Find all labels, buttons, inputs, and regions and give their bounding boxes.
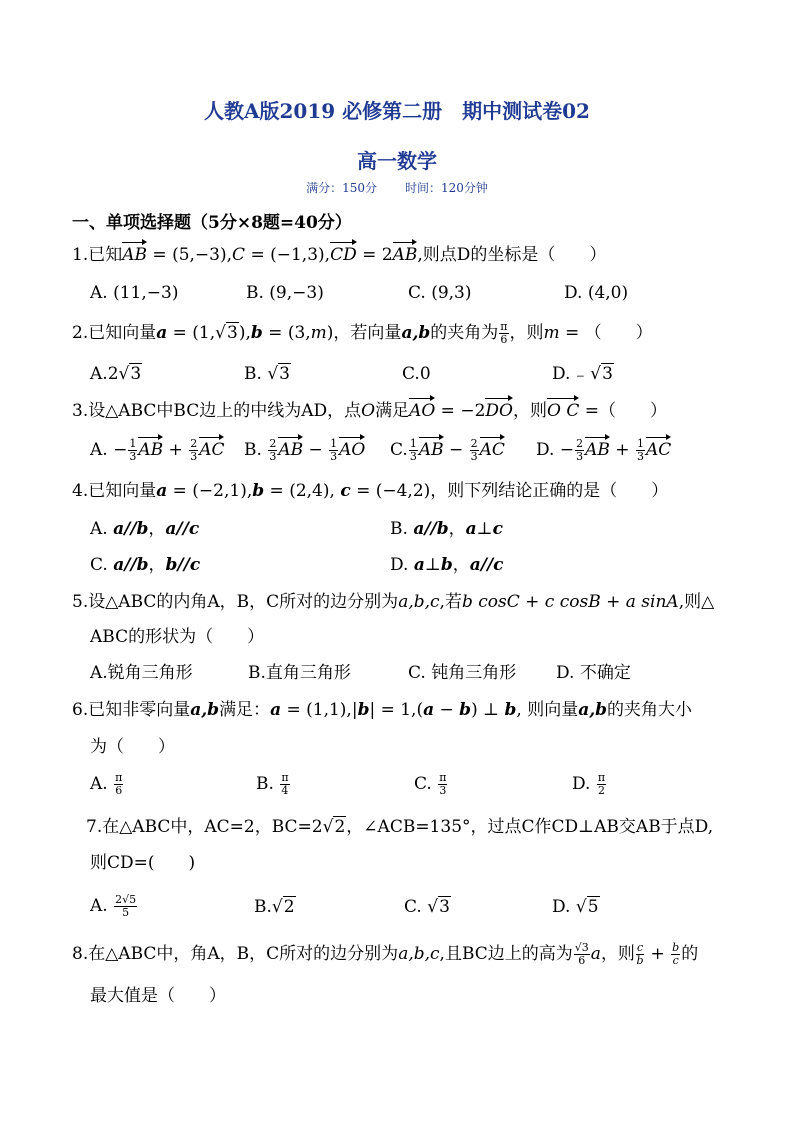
page-subtitle: 高一数学 <box>357 149 437 173</box>
exam-time: 时间：120分钟 <box>405 181 488 195</box>
question-number: 1. <box>72 245 89 265</box>
q7-option-c: C. √3 <box>404 897 450 917</box>
question-number: 7. <box>86 817 103 837</box>
q6-option-a: A. $\frac{\pi}{6}$ <box>90 771 123 797</box>
q1-text: 已知 <box>88 245 123 265</box>
question-3: 3.设△ABC中BC边上的中线为AD，点O满足AO = −2DO，则O C =（ ） <box>72 401 667 421</box>
q2-text: 已知向量 <box>88 323 157 343</box>
q4-option-c: C. a//b，b//c <box>90 555 201 575</box>
q2-option-b: B. √3 <box>244 364 290 384</box>
q1-text: = 2 <box>362 245 393 265</box>
q3-option-c: C. $\frac{1}{3}$ AB − $\frac{2}{3}$ AC <box>390 437 505 463</box>
q2-option-c: C.0 <box>402 364 431 384</box>
q3-option-d: D. − $\frac{2}{3}$ AB + $\frac{1}{3}$ AC <box>536 437 672 463</box>
question-8: 8.在△ABC中，角A，B，C所对的边分别为a,b,c,且BC边上的高为 $\frac{√3}{6}$ a，则 $\frac{c}{b}$ + $\frac{b}{c}$ 的 <box>72 941 699 967</box>
q6-option-d: D. $\frac{\pi}{2}$ <box>572 771 606 797</box>
question-number: 4. <box>72 481 89 501</box>
question-number: 8. <box>72 944 89 964</box>
question-number: 6. <box>72 700 89 720</box>
question-5: 5.设△ABC的内角A，B，C所对的边分别为a,b,c,若b cosC + c cosB + a sinA,则△ <box>72 592 715 612</box>
section-heading: 一、单项选择题（5分×8题=40分） <box>72 213 352 233</box>
q5-option-b: B.直角三角形 <box>248 663 351 683</box>
q5-option-d: D. 不确定 <box>556 663 631 683</box>
question-1 <box>72 244 606 266</box>
q1-option-a: A. (11,−3) <box>90 283 179 303</box>
question-7-cont: 则CD=( ) <box>90 853 196 873</box>
q1-option-b: B. (9,−3) <box>246 283 324 303</box>
q7-option-b: B.√2 <box>254 897 295 917</box>
q5-option-a: A.锐角三角形 <box>90 663 193 683</box>
q4-option-b: B. a//b，a⊥c <box>390 519 504 539</box>
question-6-cont: 为（ ） <box>90 737 175 757</box>
q4-option-a: A. a//b，a//c <box>90 519 200 539</box>
q1-option-c: C. (9,3) <box>408 283 472 303</box>
q1-text: ,则点D的坐标是（ ） <box>417 245 607 265</box>
q1-text: = (−1,3), <box>250 245 331 265</box>
page-title: 人教A版2019 必修第二册 期中测试卷02 <box>204 99 590 123</box>
question-6: 6.已知非零向量a,b满足：a = (1,1),|b| = 1,(a − b) ⊥ b, 则向量a,b的夹角大小 <box>72 700 693 720</box>
question-8-cont: 最大值是（ ） <box>90 986 226 1006</box>
q6-option-b: B. $\frac{\pi}{4}$ <box>256 771 289 797</box>
q7-option-a: A. $\frac{2√5}{5}$ <box>90 893 137 919</box>
q6-option-c: C. $\frac{\pi}{3}$ <box>414 771 447 797</box>
question-2: 2.已知向量a = (1,√3),b = (3,m)，若向量a,b的夹角为 $\frac{\pi}{6}$ ，则m = （ ） <box>72 320 653 346</box>
question-7: 7.在△ABC中，AC=2，BC=2√2，∠ACB=135°，过点C作CD⊥AB交AB于点D, <box>86 817 714 837</box>
question-number: 3. <box>72 401 89 421</box>
question-number: 2. <box>72 323 89 343</box>
q3-option-b: B. $\frac{2}{3}$ AB − $\frac{1}{3}$ AO <box>244 437 366 463</box>
exam-info <box>0 179 794 196</box>
q1-text: = (5,−3), <box>152 245 233 265</box>
q2-option-d: D. ₋ √3 <box>552 364 613 384</box>
vector-AB: AB <box>122 245 148 265</box>
point-c: C <box>232 245 246 265</box>
question-4: 4.已知向量a = (−2,1),b = (2,4), c = (−4,2)，则下列结论正确的是（ ） <box>72 481 669 501</box>
vector-CD: CD <box>330 245 357 265</box>
q3-option-a: A. − $\frac{1}{3}$ AB + $\frac{2}{3}$ AC <box>90 437 225 463</box>
full-marks: 满分：150分 <box>306 181 377 195</box>
vector-AB: AB <box>392 245 418 265</box>
q5-option-c: C. 钝角三角形 <box>408 663 517 683</box>
q7-option-d: D. √5 <box>552 897 599 917</box>
q2-option-a: A.2√3 <box>90 364 142 384</box>
q1-option-d: D. (4,0) <box>564 283 629 303</box>
question-number: 5. <box>72 592 89 612</box>
question-5-cont: ABC的形状为（ ） <box>90 627 265 647</box>
q4-option-d: D. a⊥b，a//c <box>390 555 504 575</box>
